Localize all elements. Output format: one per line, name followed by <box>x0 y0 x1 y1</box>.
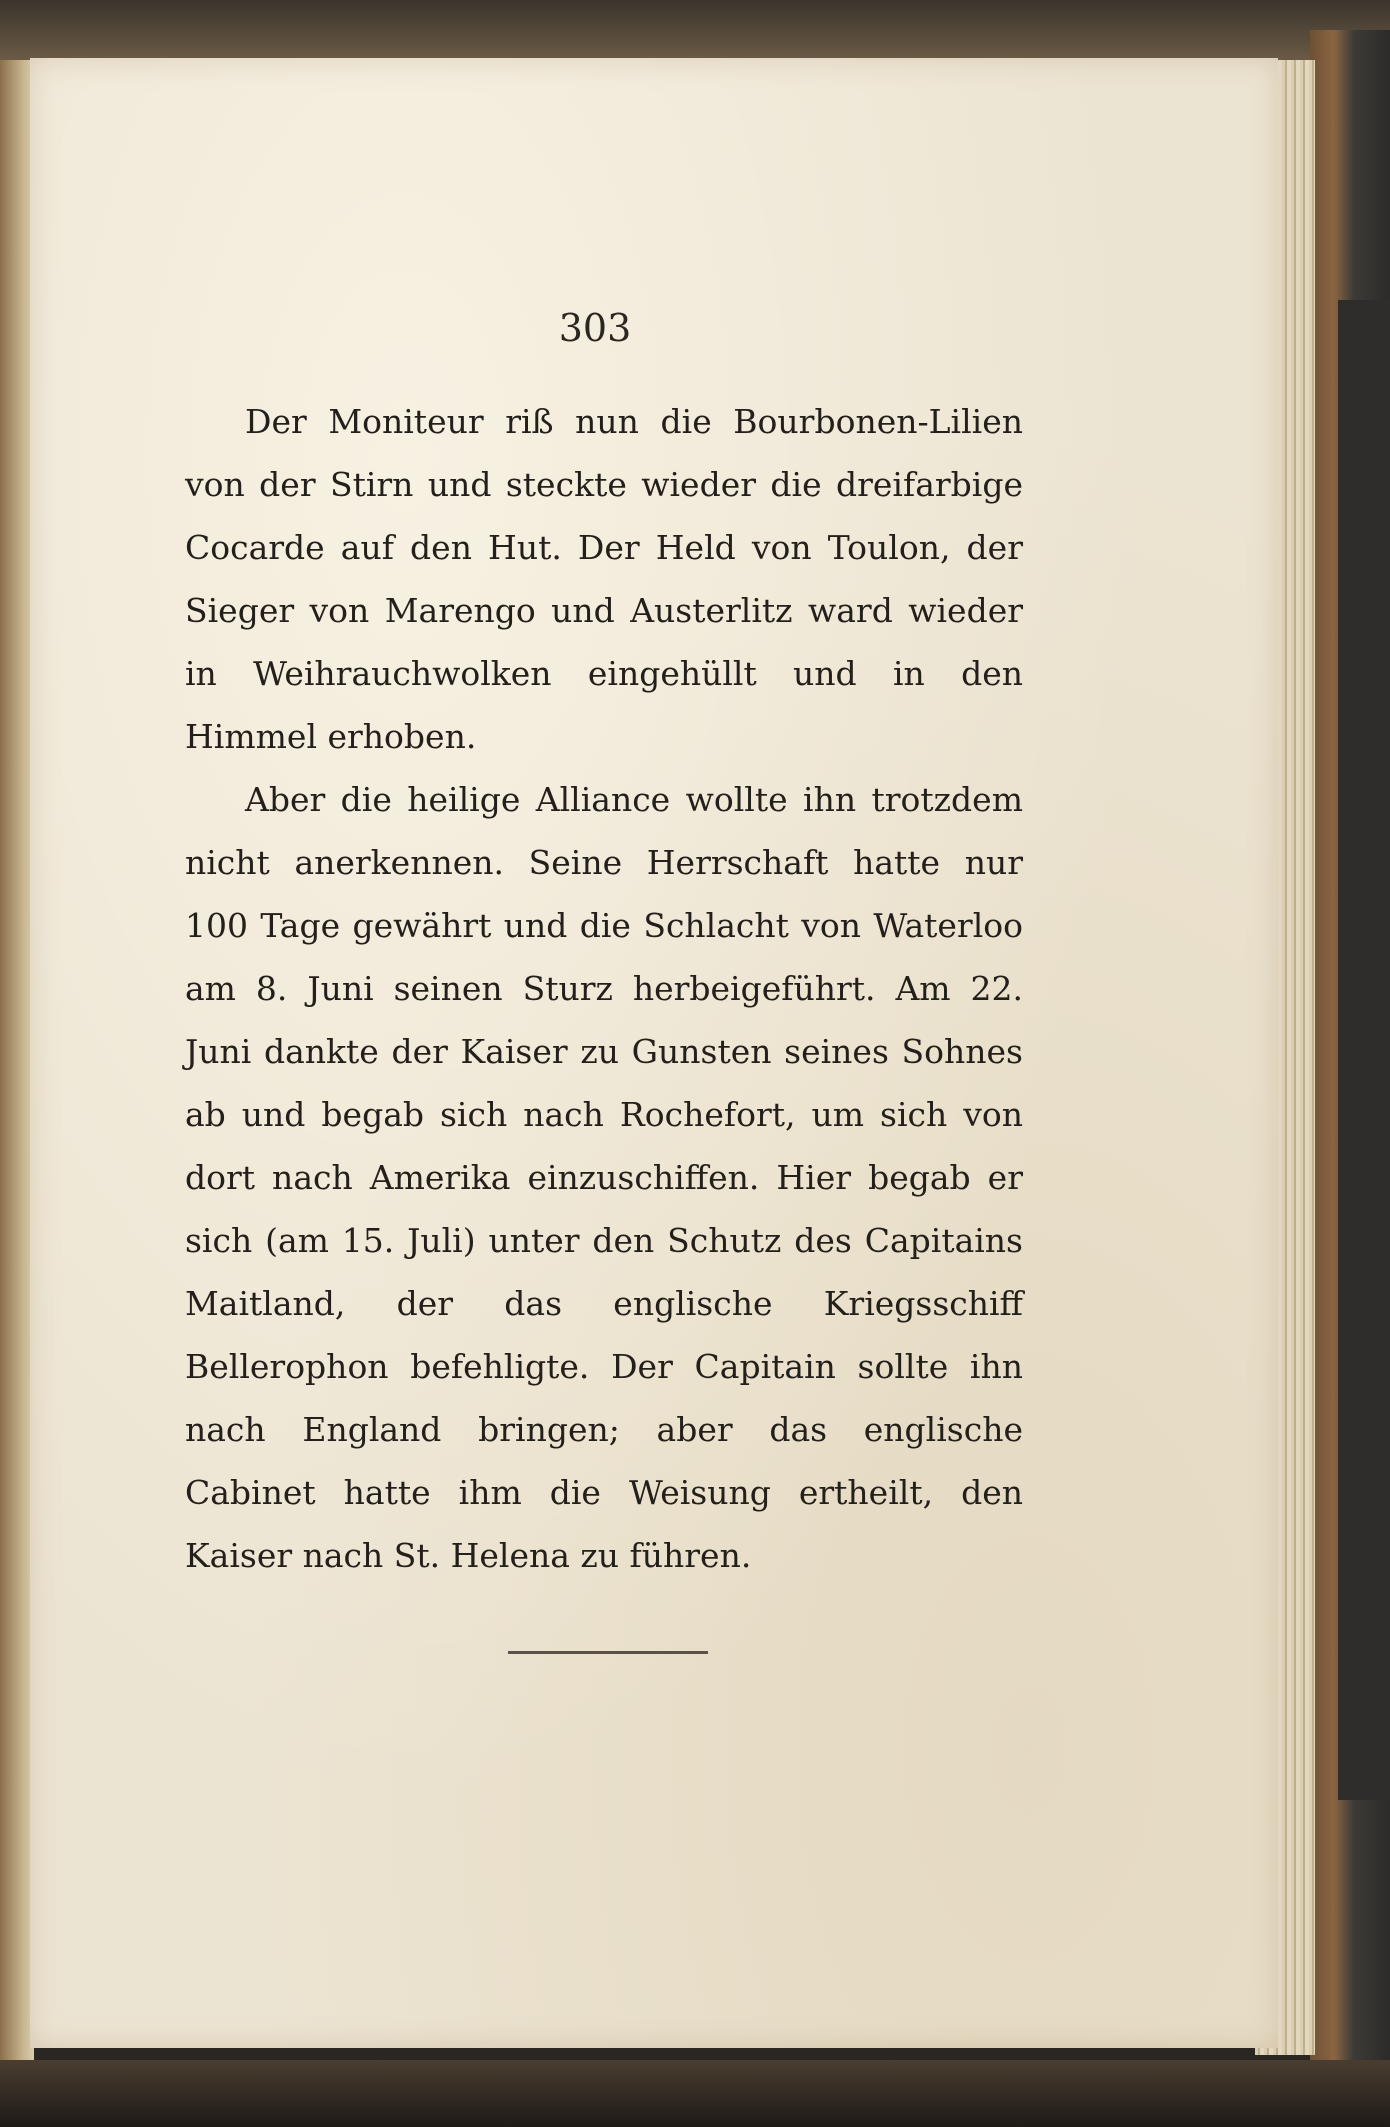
facing-page-edge <box>0 60 34 2060</box>
section-end-rule <box>508 1651 708 1654</box>
page-body-text <box>185 390 1023 1587</box>
book-cover-bottom-edge <box>0 2060 1390 2127</box>
book-spine-shadow <box>1338 300 1390 1800</box>
paragraph-1: Der Moniteur riß nun die Bourbonen-Lilien von der Stirn und steckte wieder die dreifarbige Cocarde auf den Hut. Der Held von Toulon, der Sieger von Marengo und Austerlitz ward wieder in Weihrauchwolken eingehüllt und in den Himmel erhoben. <box>185 402 1023 756</box>
book-page <box>30 58 1278 2048</box>
paragraph-2: Aber die heilige Alliance wollte ihn trotzdem nicht anerkennen. Seine Herrschaft hatte nur 100 Tage gewährt und die Schlacht von Waterloo am 8. Juni seinen Sturz herbeigeführt. Am 22. Juni dankte der Kaiser zu Gunsten seines Sohnes ab und begab sich nach Rochefort, um sich von dort nach Amerika einzuschiffen. Hier begab er sich (am 15. Juli) unter den Schutz des Capitains Maitland, der das englische Kriegsschiff Bellerophon befehligte. Der Capitain sollte ihn nach England bringen; aber das englische Cabinet hatte ihm die Weisung ertheilt, den Kaiser nach St. Helena zu führen. <box>185 780 1023 1575</box>
page-number: 303 <box>558 306 632 350</box>
book-cover-top-edge <box>0 0 1390 60</box>
